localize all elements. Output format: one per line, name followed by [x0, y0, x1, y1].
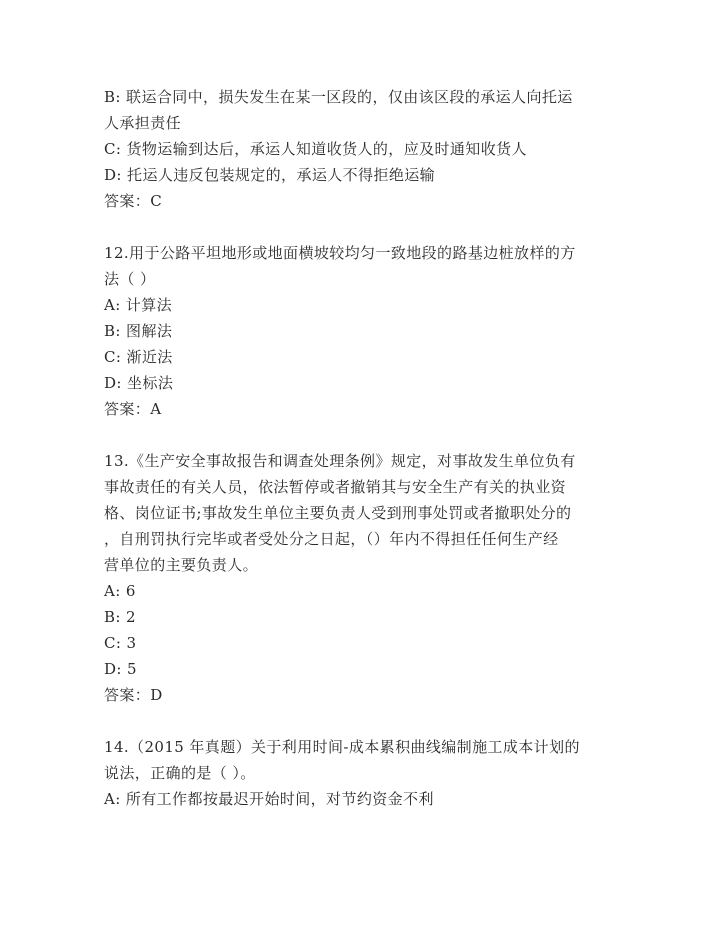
q12-option-c: C: 渐近法 — [104, 348, 173, 366]
q11-option-d: D: 托运人违反包装规定的，承运人不得拒绝运输 — [104, 166, 436, 184]
q13-stem-line4: ，自刑罚执行完毕或者受处分之日起，（）年内不得担任任何生产经 — [104, 530, 559, 548]
question-content — [104, 84, 624, 812]
q13-stem-line5: 营单位的主要负责人。 — [104, 556, 259, 574]
spacer — [104, 422, 624, 448]
spacer — [104, 214, 624, 240]
q11-option-b-line2: 人承担责任 — [104, 114, 182, 132]
q13-stem-line3: 格、岗位证书;事故发生单位主要负责人受到刑事处罚或者撤职处分的 — [104, 504, 572, 522]
q13-stem-line1: 13.《生产安全事故报告和调查处理条例》规定，对事故发生单位负有 — [104, 452, 576, 470]
q14-stem-line1: 14.（2015 年真题）关于利用时间-成本累积曲线编制施工成本计划的 — [104, 738, 580, 756]
q11-option-c: C: 货物运输到达后，承运人知道收货人的，应及时通知收货人 — [104, 140, 527, 158]
q14-option-a: A: 所有工作都按最迟开始时间，对节约资金不利 — [104, 790, 434, 808]
q13-answer: 答案：D — [104, 686, 163, 704]
q12-stem-line1: 12.用于公路平坦地形或地面横坡较均匀一致地段的路基边桩放样的方 — [104, 244, 576, 262]
q13-option-d: D: 5 — [104, 660, 137, 678]
q12-answer: 答案：A — [104, 400, 162, 418]
q12-stem-line2: 法（ ） — [104, 270, 156, 288]
q13-option-c: C: 3 — [104, 634, 137, 652]
q12-option-a: A: 计算法 — [104, 296, 173, 314]
q13-stem-line2: 事故责任的有关人员，依法暂停或者撤销其与安全生产有关的执业资 — [104, 478, 567, 496]
q14-stem-line2: 说法，正确的是（ ）。 — [104, 764, 256, 782]
q11-answer: 答案：C — [104, 192, 163, 210]
q13-option-a: A: 6 — [104, 582, 136, 600]
q13-option-b: B: 2 — [104, 608, 136, 626]
q12-option-b: B: 图解法 — [104, 322, 173, 340]
q12-option-d: D: 坐标法 — [104, 374, 174, 392]
q11-option-b-line1: B: 联运合同中，损失发生在某一区段的，仅由该区段的承运人向托运 — [104, 88, 573, 106]
spacer — [104, 708, 624, 734]
